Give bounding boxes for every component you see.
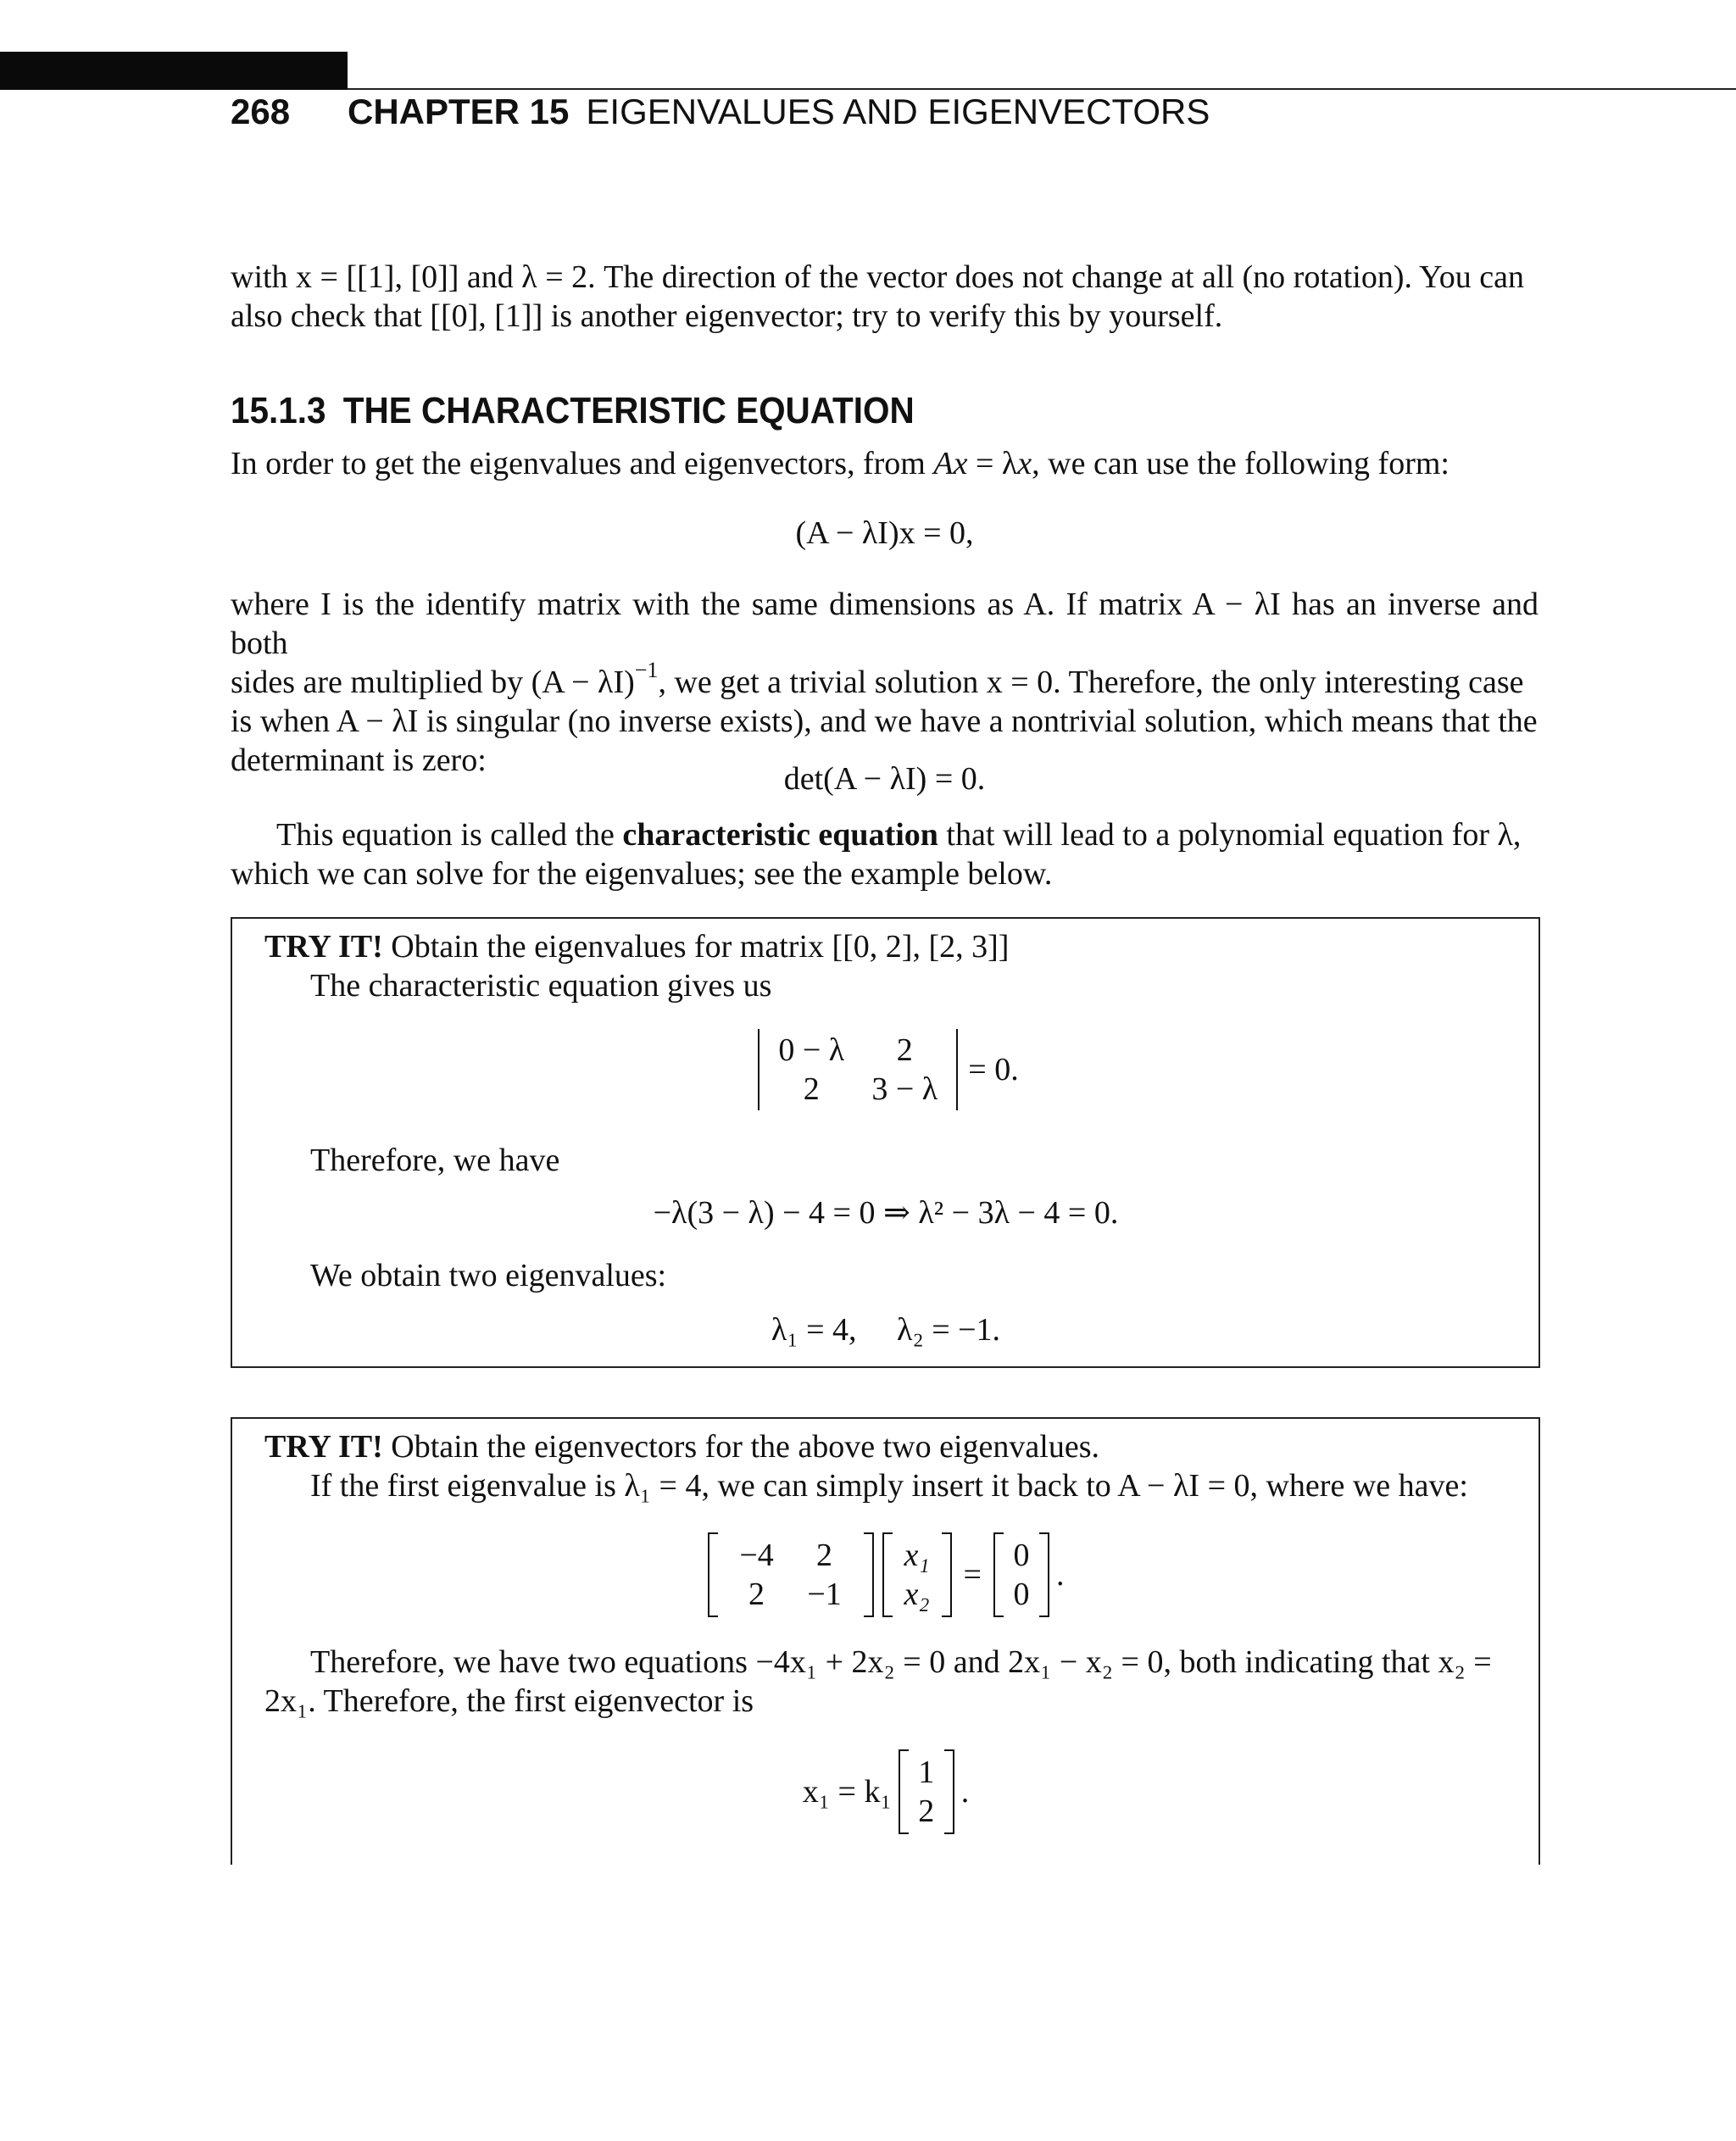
- intro-line-1: with x = [[1], [0]] and λ = 2. The direction of the vector does not change at all (no rotation). You can: [231, 259, 1524, 295]
- p2-line-2: sides are multiplied by $(A - \lambda I)^{-1}$, we get a trivial solution x = 0. Therefore, the only interesting case: [231, 658, 1524, 700]
- header-bar: [0, 52, 348, 90]
- end-period: .: [960, 1774, 970, 1810]
- section-title: THE CHARACTERISTIC EQUATION: [342, 390, 915, 431]
- matrix-cell: 2: [748, 1577, 765, 1612]
- box1-line-3: Therefore, we have: [310, 1143, 560, 1178]
- det-cell: 2: [896, 1032, 913, 1068]
- det-cell: 2: [803, 1071, 820, 1107]
- matrix-cell: −4: [739, 1538, 774, 1573]
- chapter-label: CHAPTER 15: [348, 92, 570, 131]
- eigvec-cell: 2: [918, 1793, 935, 1829]
- equation-1: (A − λI)x = 0,: [795, 515, 974, 551]
- section-heading: [231, 390, 915, 432]
- box2-paragraph: [264, 1643, 1507, 1721]
- box2-prompt: TRY IT! Obtain the eigenvectors for the above two eigenvalues.: [264, 1429, 1099, 1465]
- try-it-box-eigenvectors: [231, 1417, 1540, 1865]
- p3-line-2: which we can solve for the eigenvalues; see the example below.: [231, 856, 1053, 892]
- determinant-equation: [264, 1029, 1507, 1110]
- zero-cell: 0: [1013, 1577, 1030, 1612]
- p2-line-1: where I is the identify matrix with the same dimensions as A. If matrix A − λI has an inverse and both: [231, 587, 1538, 661]
- p2-line-3: is when A − λI is singular (no inverse exists), and we have a nontrivial solution, which means that the: [231, 703, 1538, 739]
- matrix-cell: −1: [807, 1577, 842, 1612]
- zero-cell: 0: [1013, 1538, 1030, 1573]
- paragraph-1: In order to get the eigenvalues and eigenvectors, from Ax = λx, we can use the following form:: [231, 446, 1449, 481]
- box1-line-4: We obtain two eigenvalues:: [310, 1258, 667, 1293]
- p2-line-4: determinant is zero:: [231, 742, 487, 778]
- matrix-cell: 2: [816, 1538, 833, 1573]
- eigenvalue-result: λ₁ = 4, λ₂ = −1.: [771, 1312, 1001, 1348]
- box2-line-3: Therefore, we have two equations −4x₁ + 2x₂ = 0 and 2x₁ − x₂ = 0, both indicating that x₂ =: [310, 1644, 1492, 1680]
- eigvec-cell: 1: [918, 1755, 935, 1790]
- det-cell: 0 − λ: [778, 1032, 845, 1068]
- vector-cell: x₂: [904, 1577, 930, 1612]
- box1-prompt: TRY IT! Obtain the eigenvalues for matrix [[0, 2], [2, 3]]: [264, 929, 1010, 965]
- box2-line-4: 2x₁. Therefore, the first eigenvector is: [264, 1683, 754, 1719]
- math-ax-lx: Ax: [933, 446, 968, 481]
- equation-2: det(A − λI) = 0.: [783, 761, 986, 797]
- running-header: [231, 92, 1210, 142]
- end-period: .: [1055, 1557, 1065, 1593]
- page-number: 268: [231, 92, 291, 131]
- chapter-title: EIGENVALUES AND EIGENVECTORS: [586, 92, 1210, 131]
- try-it-label: TRY IT!: [264, 1429, 383, 1465]
- box2-line-2: If the first eigenvalue is λ₁ = 4, we can simply insert it back to A − λI = 0, where we have:: [310, 1468, 1468, 1504]
- equals-sign: =: [963, 1557, 982, 1593]
- try-it-box-eigenvalues: [231, 917, 1540, 1368]
- intro-paragraph: [231, 258, 1538, 336]
- paragraph-2: [231, 585, 1538, 780]
- p1-text-b: , we can use the following form:: [1032, 446, 1449, 481]
- box1-line-2: The characteristic equation gives us: [310, 968, 772, 1004]
- section-number: 15.1.3: [231, 390, 326, 431]
- det-cell: 3 − λ: [871, 1071, 938, 1107]
- p3-line-1: This equation is called the characteristic equation that will lead to a polynomial equation for λ,: [276, 817, 1522, 853]
- eigvec-lhs: x₁ = k₁: [802, 1774, 892, 1810]
- matrix-equation: [264, 1532, 1507, 1617]
- paragraph-3: [231, 815, 1538, 893]
- header-rule: [348, 88, 1736, 90]
- p1-text-a: In order to get the eigenvalues and eigenvectors, from: [231, 446, 934, 481]
- box1-equation: −λ(3 − λ) − 4 = 0 ⇒ λ² − 3λ − 4 = 0.: [653, 1195, 1119, 1231]
- det-rhs: = 0.: [968, 1052, 1019, 1087]
- term-characteristic-equation: characteristic equation: [622, 817, 938, 853]
- eigenvector-equation: [264, 1749, 1507, 1834]
- vector-cell: x₁: [904, 1538, 930, 1573]
- try-it-label: TRY IT!: [264, 929, 383, 965]
- intro-line-2: also check that [[0], [1]] is another eigenvector; try to verify this by yourself.: [231, 298, 1223, 334]
